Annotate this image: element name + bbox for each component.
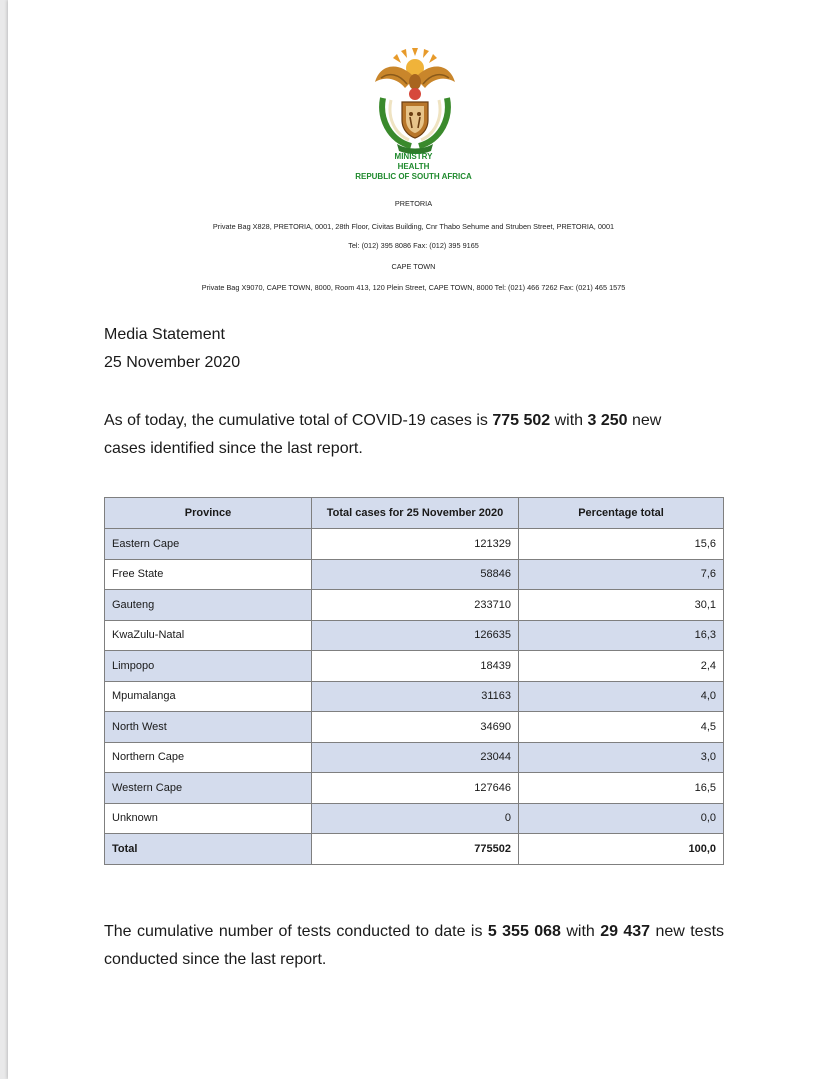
office1-name: PRETORIA [394,199,433,208]
percentage-cell: 0,0 [519,803,724,834]
cases-paragraph: As of today, the cumulative total of COVID-19 cases is 775 502 with 3 250 new cases identified since the last report. [104,412,662,457]
cases-cell: 233710 [312,590,519,621]
table-total-row [105,834,724,865]
total-cases-cell: 775502 [312,834,519,865]
percentage-cell: 4,5 [519,712,724,743]
percentage-cell: 16,5 [519,773,724,804]
province-cell: Unknown [105,803,312,834]
cases-cell: 18439 [312,651,519,682]
new-cases-value: 3 250 [587,412,628,429]
table-row [105,529,724,560]
table-row [105,773,724,804]
table-row [105,681,724,712]
province-cell: Eastern Cape [105,529,312,560]
percentage-cell: 2,4 [519,651,724,682]
table-row [105,559,724,590]
cases-cell: 58846 [312,559,519,590]
province-cell: KwaZulu-Natal [105,620,312,651]
health-line: HEALTH [397,162,430,171]
percentage-cell: 7,6 [519,559,724,590]
cases-cell: 34690 [312,712,519,743]
statement-date: 25 November 2020 [104,354,241,371]
percentage-cell: 16,3 [519,620,724,651]
office1-address: Private Bag X828, PRETORIA, 0001, 28th Floor, Civitas Building, Cnr Thabo Sehume and Struben Street, PRETORIA, 0001 [212,222,615,231]
province-cases-table [104,497,724,865]
cases-cell: 23044 [312,742,519,773]
table-row [105,620,724,651]
table-row [105,803,724,834]
table-row [105,651,724,682]
province-cell: Northern Cape [105,742,312,773]
header-percentage: Percentage total [519,498,724,529]
tests-paragraph: The cumulative number of tests conducted to date is 5 355 068 with 29 437 new tests conducted since the last report. [104,923,725,968]
header-total-cases: Total cases for 25 November 2020 [312,498,519,529]
table-row [105,742,724,773]
province-cell: Gauteng [105,590,312,621]
total-label-cell: Total [105,834,312,865]
ministry-line: MINISTRY [394,152,433,161]
province-cell: Mpumalanga [105,681,312,712]
new-tests-value: 29 437 [600,923,651,940]
percentage-cell: 15,6 [519,529,724,560]
cases-cell: 126635 [312,620,519,651]
province-cell: Free State [105,559,312,590]
statement-title: Media Statement [104,326,225,343]
office2-address: Private Bag X9070, CAPE TOWN, 8000, Room 413, 120 Plein Street, CAPE TOWN, 8000 Tel: (021) 466 7262 Fax: (021) 465 1575 [201,283,626,292]
percentage-cell: 4,0 [519,681,724,712]
table-row [105,712,724,743]
table-header-row [105,498,724,529]
province-cell: Limpopo [105,651,312,682]
province-cell: Western Cape [105,773,312,804]
total-percentage-cell: 100,0 [519,834,724,865]
office1-phone: Tel: (012) 395 8086 Fax: (012) 395 9165 [348,241,479,250]
cases-cell: 127646 [312,773,519,804]
cumulative-cases-value: 775 502 [492,412,551,429]
province-cell: North West [105,712,312,743]
cases-cell: 31163 [312,681,519,712]
office2-name: CAPE TOWN [391,262,436,271]
republic-line: REPUBLIC OF SOUTH AFRICA [355,172,472,181]
percentage-cell: 3,0 [519,742,724,773]
header-province: Province [105,498,312,529]
cases-cell: 0 [312,803,519,834]
cumulative-tests-value: 5 355 068 [487,923,561,940]
percentage-cell: 30,1 [519,590,724,621]
coat-of-arms-icon [371,48,459,154]
cases-cell: 121329 [312,529,519,560]
table-row [105,590,724,621]
